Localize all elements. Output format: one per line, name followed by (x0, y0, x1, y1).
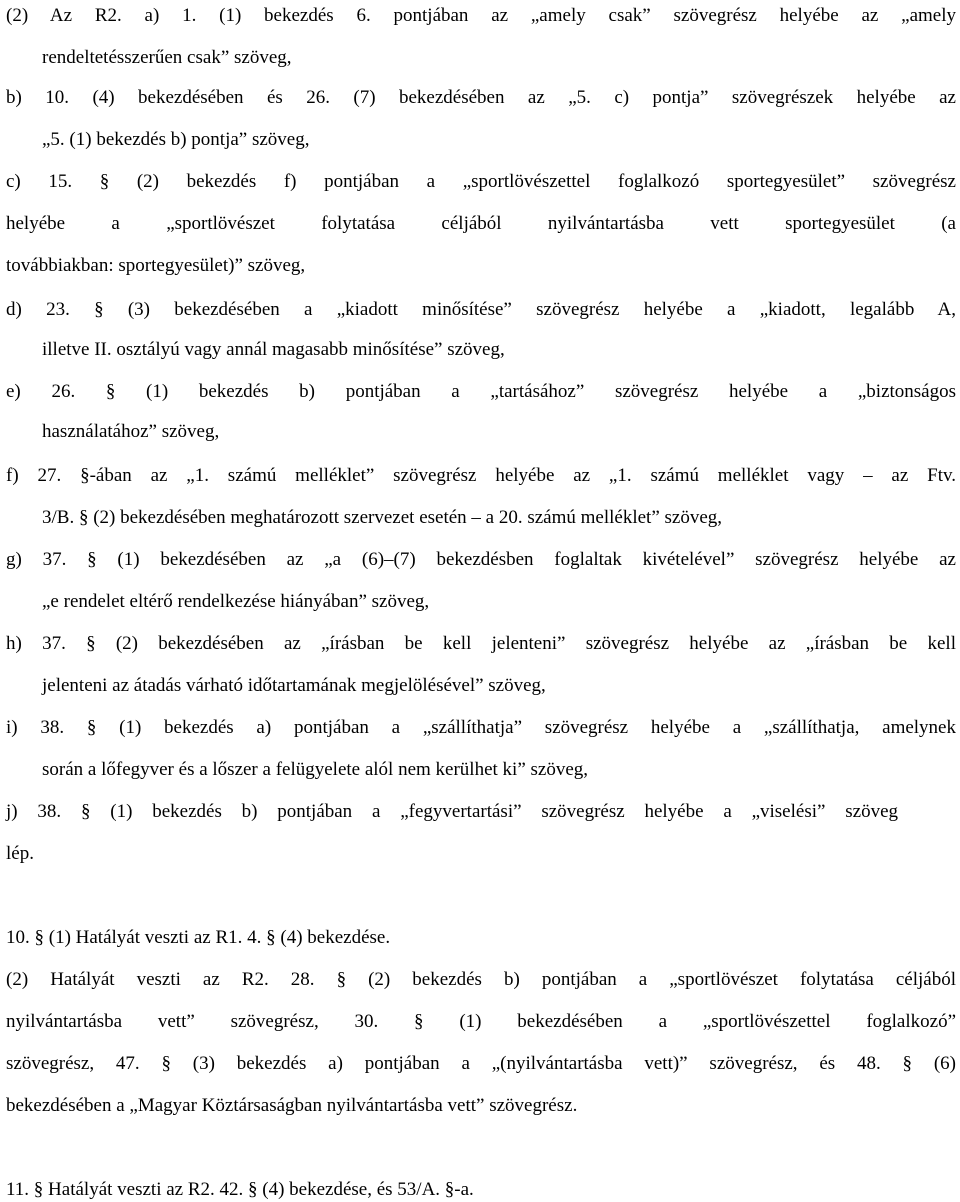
text-line: használatához” szöveg, (42, 421, 220, 442)
text-line: 10. § (1) Hatályát veszti az R1. 4. § (4) bekezdése. (6, 927, 391, 948)
text-line: lép. (6, 843, 34, 864)
text-line: jelenteni az átadás várható időtartamának megjelölésével” szöveg, (42, 675, 546, 696)
text-line: során a lőfegyver és a lőszer a felügyelete alól nem kerülhet ki” szöveg, (42, 759, 589, 780)
text-line: g) 37. § (1) bekezdésében az „a (6)–(7) bekezdésben foglaltak kivételével” szövegrész helyébe az (6, 549, 956, 570)
text-line: illetve II. osztályú vagy annál magasabb minősítése” szöveg, (42, 339, 505, 360)
text-line: (2) Hatályát veszti az R2. 28. § (2) bekezdés b) pontjában a „sportlövészet folytatása céljából (6, 969, 956, 990)
text-line: e) 26. § (1) bekezdés b) pontjában a „tartásához” szövegrész helyébe a „biztonságos (6, 381, 956, 402)
text-line: „5. (1) bekezdés b) pontja” szöveg, (42, 129, 310, 150)
text-line: rendeltetésszerűen csak” szöveg, (42, 47, 292, 68)
text-line: b) 10. (4) bekezdésében és 26. (7) bekezdésében az „5. c) pontja” szövegrészek helyébe az (6, 87, 956, 108)
text-line: 3/B. § (2) bekezdésében meghatározott szervezet esetén – a 20. számú melléklet” szöveg, (42, 507, 723, 528)
text-line: 11. § Hatályát veszti az R2. 42. § (4) bekezdése, és 53/A. §-a. (6, 1179, 474, 1200)
text-line: nyilvántartásba vett” szövegrész, 30. § (1) bekezdésében a „sportlövészettel foglalkozó” (6, 1011, 956, 1032)
text-line: i) 38. § (1) bekezdés a) pontjában a „szállíthatja” szövegrész helyébe a „szállíthatja, amelynek (6, 717, 956, 738)
text-line: h) 37. § (2) bekezdésében az „írásban be kell jelenteni” szövegrész helyébe az „írásban be kell (6, 633, 956, 654)
text-line: f) 27. §-ában az „1. számú melléklet” szövegrész helyébe az „1. számú melléklet vagy – az Ftv. (6, 465, 956, 486)
text-line: (2) Az R2. a) 1. (1) bekezdés 6. pontjában az „amely csak” szövegrész helyébe az „amely (6, 5, 956, 26)
text-line: helyébe a „sportlövészet folytatása céljából nyilvántartásba vett sportegyesület (a (6, 213, 956, 234)
text-line: bekezdésében a „Magyar Köztársaságban nyilvántartásba vett” szövegrész. (6, 1095, 578, 1116)
text-line: d) 23. § (3) bekezdésében a „kiadott minősítése” szövegrész helyébe a „kiadott, legalább A, (6, 299, 956, 320)
text-line: c) 15. § (2) bekezdés f) pontjában a „sportlövészettel foglalkozó sportegyesület” szövegrész (6, 171, 956, 192)
text-line: „e rendelet eltérő rendelkezése hiányában” szöveg, (42, 591, 430, 612)
text-line: j) 38. § (1) bekezdés b) pontjában a „fegyvertartási” szövegrész helyébe a „viselési” szöveg (6, 801, 898, 822)
text-line: szövegrész, 47. § (3) bekezdés a) pontjában a „(nyilvántartásba vett)” szövegrész, és 48. § (6) (6, 1053, 956, 1074)
text-line: továbbiakban: sportegyesület)” szöveg, (6, 255, 306, 276)
